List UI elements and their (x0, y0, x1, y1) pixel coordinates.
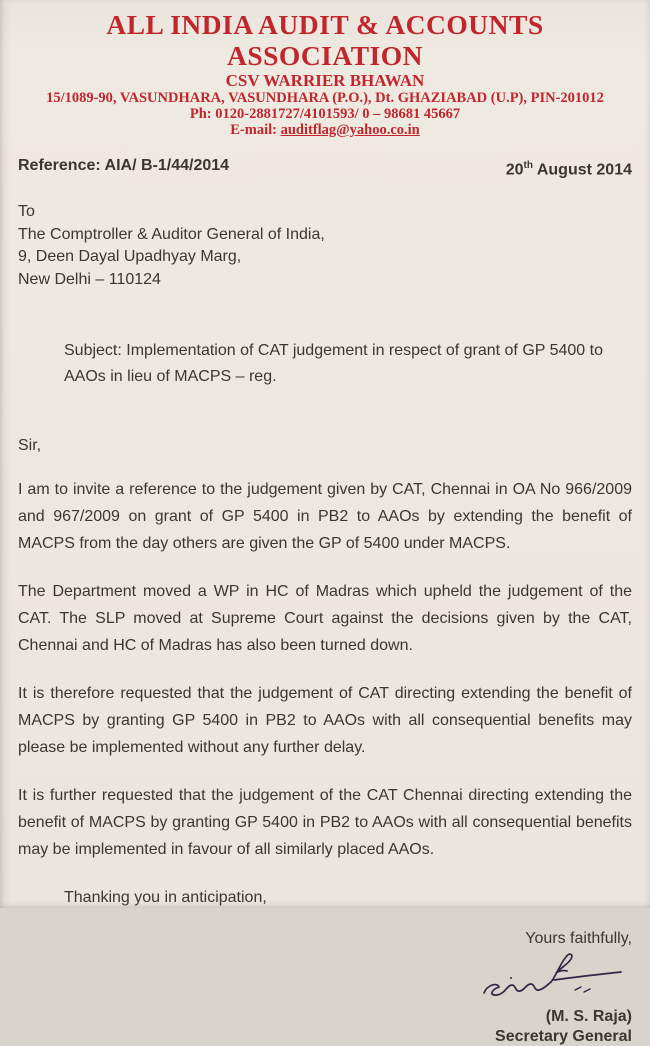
recipient-line: New Delhi – 110124 (18, 270, 161, 288)
body-paragraph-4: It is further requested that the judgement of the CAT Chennai directing extending the benefit of MACPS by granting GP 5400 in PB2 to AAOs with all consequential benefits may be implemented in favour of all similarly placed AAOs. (18, 787, 632, 859)
email-address: auditflag@yahoo.co.in (280, 122, 420, 138)
recipient-line: The Comptroller & Auditor General of India, (18, 225, 325, 243)
email-line (18, 122, 632, 139)
salutation: Sir, (18, 437, 42, 455)
body-paragraph-1: I am to invite a reference to the judgement given by CAT, Chennai in OA No 966/2009 and 967/2009 on grant of GP 5400 in PB2 to AAOs by extending the benefit of MACPS from the day others are given the GP of 5400 under MACPS. (18, 481, 632, 553)
building-name: CSV WARRIER BHAWAN (225, 71, 425, 90)
signatory-title: Secretary General (495, 1028, 632, 1046)
date-ordinal-suffix: th (523, 160, 533, 171)
recipient-to-label: To (18, 203, 35, 221)
body-paragraph-3: It is therefore requested that the judgement of CAT directing extending the benefit of MACPS by granting GP 5400 in PB2 to AAOs with all consequential benefits may please be implemented without any further delay. (18, 685, 632, 757)
subject-line: Subject: Implementation of CAT judgement in respect of grant of GP 5400 to AAOs in lieu of MACPS – reg. (64, 342, 603, 386)
body-paragraph-2: The Department moved a WP in HC of Madras which upheld the judgement of the CAT. The SLP moved at Supreme Court against the decisions given by the CAT, Chennai and HC of Madras has also been turned down. (18, 583, 632, 655)
organization-name: ALL INDIA AUDIT & ACCOUNTS ASSOCIATION (106, 9, 544, 71)
recipient-block (18, 201, 632, 291)
signatory-name: (M. S. Raja) (545, 1008, 632, 1026)
meta-row (18, 156, 632, 180)
letter-date (506, 156, 632, 180)
recipient-line: 9, Deen Dayal Upadhyay Marg, (18, 248, 242, 266)
letterhead (18, 9, 632, 139)
date-month-year: August 2014 (533, 161, 632, 179)
date-day: 20 (505, 161, 524, 179)
signature-block (18, 950, 632, 1004)
handwritten-signature-icon (478, 950, 628, 1004)
reference-number: Reference: AIA/ B-1/44/2014 (18, 157, 230, 174)
thanking-line: Thanking you in anticipation, (64, 889, 267, 907)
valediction: Yours faithfully, (525, 930, 632, 948)
email-label: E-mail: (230, 122, 281, 138)
address-line: 15/1089-90, VASUNDHARA, VASUNDHARA (P.O.), Dt. GHAZIABAD (U.P), PIN-201012 (46, 90, 604, 106)
phone-line: Ph: 0120-2881727/4101593/ 0 – 98681 45667 (189, 106, 461, 122)
